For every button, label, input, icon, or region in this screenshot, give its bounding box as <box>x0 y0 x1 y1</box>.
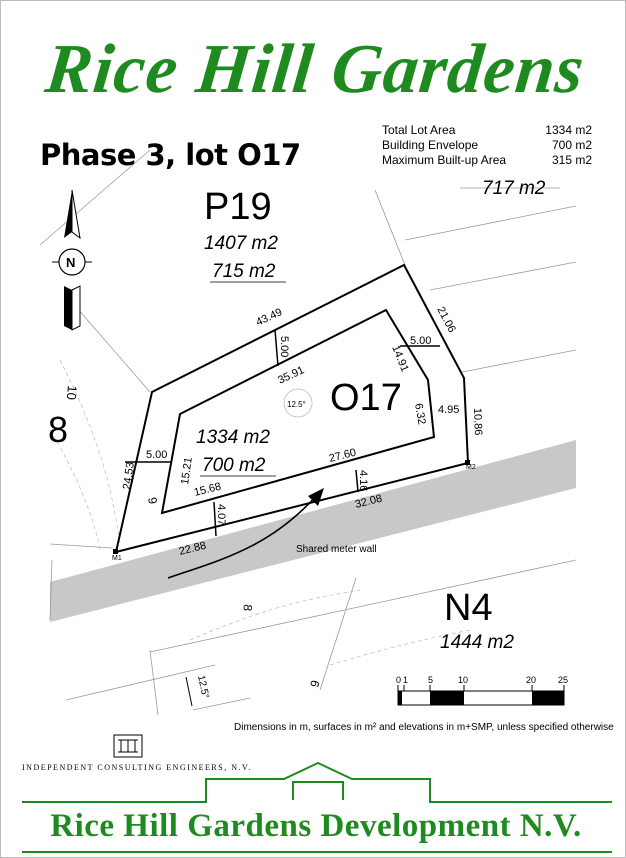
stat-value: 700 m2 <box>551 138 592 152</box>
corner-label-m1: M1 <box>112 555 122 562</box>
dim-top-setback: 5.00 <box>278 336 290 358</box>
shared-wall-label: Shared meter wall <box>296 544 377 555</box>
engineers-firm-name: INDEPENDENT CONSULTING ENGINEERS, N.V. <box>22 763 252 772</box>
stat-value: 1334 m2 <box>545 123 592 137</box>
stat-value: 315 m2 <box>551 153 592 167</box>
neighbor-top-right-area: 717 m2 <box>482 178 546 199</box>
dimensions-disclaimer: Dimensions in m, surfaces in m² and elevations in m+SMP, unless specified otherwise <box>234 722 614 733</box>
neighbor-p19-area: 1407 m2 <box>204 233 278 254</box>
dim-right-setback: 5.00 <box>410 335 432 347</box>
dim-bottom-right-edge: 32.08 <box>353 492 384 511</box>
stat-label: Building Envelope <box>382 138 479 152</box>
stat-label: Maximum Built-up Area <box>382 153 507 167</box>
scale-bar <box>398 685 564 705</box>
dim-envelope-top: 35.91 <box>276 364 307 387</box>
dim-right-lower-edge: 10.86 <box>471 407 484 436</box>
dim-bottom-setback-left: 4.07 <box>215 504 227 526</box>
scale-label: 0 <box>396 675 402 685</box>
contour-label: 8 <box>240 603 255 612</box>
stat-label: Total Lot Area <box>382 123 456 137</box>
corner-marker <box>113 549 118 554</box>
neighbor-left-lot: 8 <box>48 409 69 450</box>
contour-label: 10 <box>63 384 80 401</box>
contour-label: 9 <box>145 496 160 506</box>
company-name: Rice Hill Gardens Development N.V. <box>50 808 582 844</box>
bottom-slope-label: 12.5° <box>195 674 211 700</box>
scale-label: 25 <box>558 675 569 685</box>
scale-label: 1 <box>403 675 409 685</box>
contour-label: 9 <box>307 678 323 689</box>
neighbor-p19-envelope: 715 m2 <box>212 261 276 282</box>
dim-right-upper: 21.06 <box>434 304 458 335</box>
dim-envelope-right-upper: 14.91 <box>389 343 411 374</box>
neighbor-p19-name: P19 <box>204 186 272 228</box>
dim-right-lower-setback: 4.95 <box>438 404 460 416</box>
dim-top-edge: 43.49 <box>254 306 285 329</box>
neighbor-n4-name: N4 <box>444 587 493 629</box>
dim-bottom-left-edge: 22.88 <box>177 539 208 558</box>
corner-label-m2: M2 <box>466 464 476 471</box>
scale-label: 10 <box>458 675 469 685</box>
brand-title: Rice Hill Gardens <box>41 31 589 108</box>
dim-envelope-bottom-right: 27.60 <box>327 446 358 465</box>
slope-indicator <box>186 677 192 706</box>
dim-envelope-right-lower: 6.32 <box>412 402 428 426</box>
dim-left-setback: 5.00 <box>146 449 168 461</box>
dim-left-edge: 24.53 <box>121 461 137 491</box>
dim-envelope-bottom-left: 15.68 <box>192 480 223 499</box>
neighbor-parcel-lines <box>40 150 576 715</box>
engineers-logo <box>114 735 142 757</box>
lot-area: 1334 m2 <box>196 427 270 448</box>
lot-envelope-area: 700 m2 <box>202 455 266 476</box>
dim-bottom-setback-right: 4.16 <box>357 470 369 492</box>
neighbor-n4-area: 1444 m2 <box>440 632 514 653</box>
scale-label: 20 <box>526 675 537 685</box>
phase-lot-label: Phase 3, lot O17 <box>40 138 301 172</box>
scale-label: 5 <box>428 675 434 685</box>
lot-name: O17 <box>330 377 402 419</box>
north-label: N <box>66 255 76 270</box>
lot-slope: 12.5° <box>287 400 306 409</box>
dim-envelope-left: 15.21 <box>179 456 195 486</box>
